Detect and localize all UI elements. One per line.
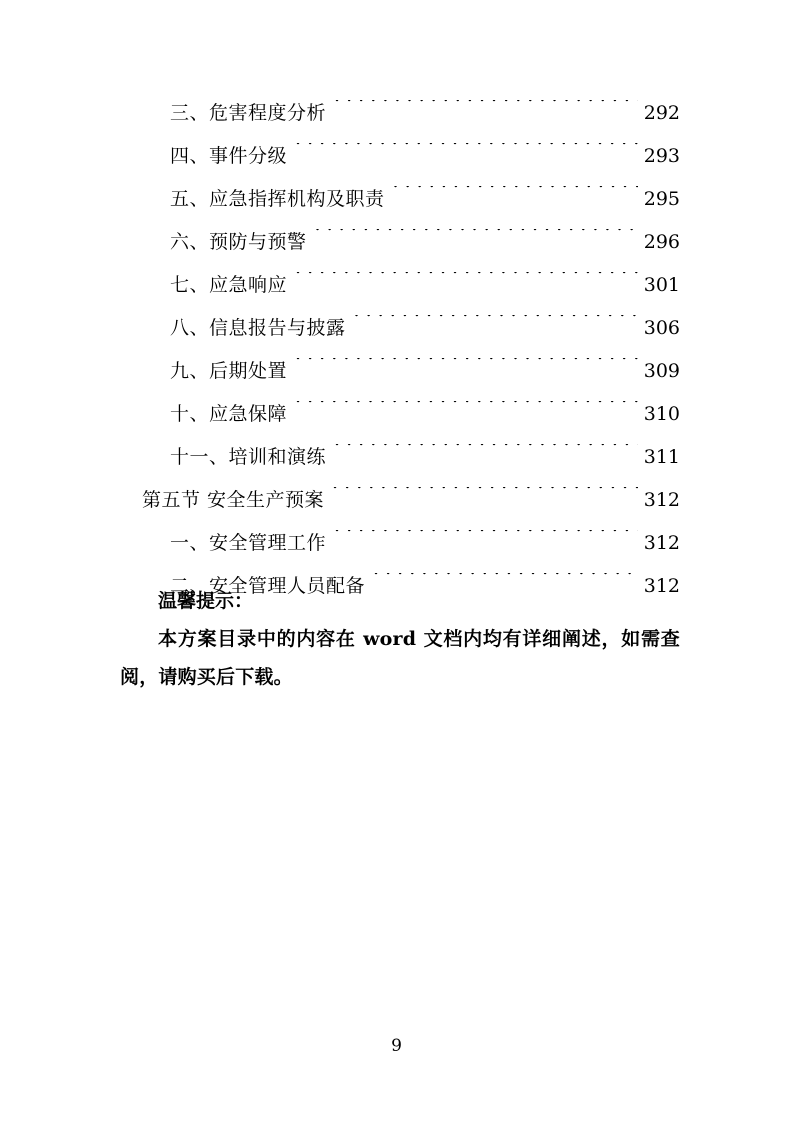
toc-leader-dots: [354, 315, 638, 334]
toc-entry[interactable]: [120, 436, 680, 479]
toc-entry-page: 301: [643, 274, 680, 296]
toc-entry-label: 一、安全管理工作: [170, 532, 327, 554]
toc-entry[interactable]: [120, 264, 680, 307]
toc-entry[interactable]: [120, 307, 680, 350]
toc-leader-dots: [295, 401, 638, 420]
toc-entry-label: 五、应急指挥机构及职责: [170, 188, 385, 210]
toc-entry[interactable]: [120, 178, 680, 221]
toc-entry[interactable]: [120, 350, 680, 393]
toc-leader-dots: [295, 272, 638, 291]
toc-entry[interactable]: [120, 92, 680, 135]
table-of-contents: [120, 92, 680, 608]
toc-leader-dots: [334, 444, 638, 463]
toc-entry-label: 二、安全管理人员配备: [170, 575, 366, 597]
notice-body: 本方案目录中的内容在 word 文档内均有详细阐述，如需查阅，请购买后下载。: [120, 628, 680, 688]
toc-entry-label: 九、后期处置: [170, 360, 288, 382]
toc-entry[interactable]: [120, 221, 680, 264]
toc-leader-dots: [315, 229, 638, 248]
toc-entry-label: 第五节 安全生产预案: [142, 489, 325, 511]
toc-entry-label: 七、应急响应: [170, 274, 288, 296]
toc-entry-page: 312: [643, 575, 680, 597]
toc-entry-label: 八、信息报告与披露: [170, 317, 346, 339]
toc-entry-page: 312: [643, 489, 680, 511]
toc-leader-dots: [332, 487, 638, 506]
toc-entry-page: 306: [643, 317, 680, 339]
toc-entry[interactable]: [120, 393, 680, 436]
toc-entry-page: 295: [643, 188, 680, 210]
toc-leader-dots: [334, 100, 638, 119]
toc-entry-page: 311: [643, 446, 680, 468]
toc-leader-dots: [295, 143, 638, 162]
toc-leader-dots: [334, 530, 638, 549]
toc-entry-label: 十、应急保障: [170, 403, 288, 425]
toc-entry[interactable]: [120, 135, 680, 178]
toc-entry-label: 四、事件分级: [170, 145, 288, 167]
toc-leader-dots: [393, 186, 638, 205]
toc-entry-page: 293: [643, 145, 680, 167]
toc-entry-page: 296: [643, 231, 680, 253]
toc-entry-label: 十一、培训和演练: [170, 446, 327, 468]
toc-leader-dots: [295, 358, 638, 377]
page-number: 9: [391, 1036, 402, 1056]
notice-title: 温馨提示：: [158, 590, 254, 612]
toc-entry-page: 292: [643, 102, 680, 124]
toc-entry-page: 312: [643, 532, 680, 554]
toc-entry-page: 310: [643, 403, 680, 425]
toc-entry-label: 六、预防与预警: [170, 231, 307, 253]
toc-entry-page: 309: [643, 360, 680, 382]
notice-block: [120, 582, 680, 696]
toc-entry-label: 三、危害程度分析: [170, 102, 327, 124]
toc-entry[interactable]: [120, 522, 680, 565]
toc-entry[interactable]: [120, 479, 680, 522]
